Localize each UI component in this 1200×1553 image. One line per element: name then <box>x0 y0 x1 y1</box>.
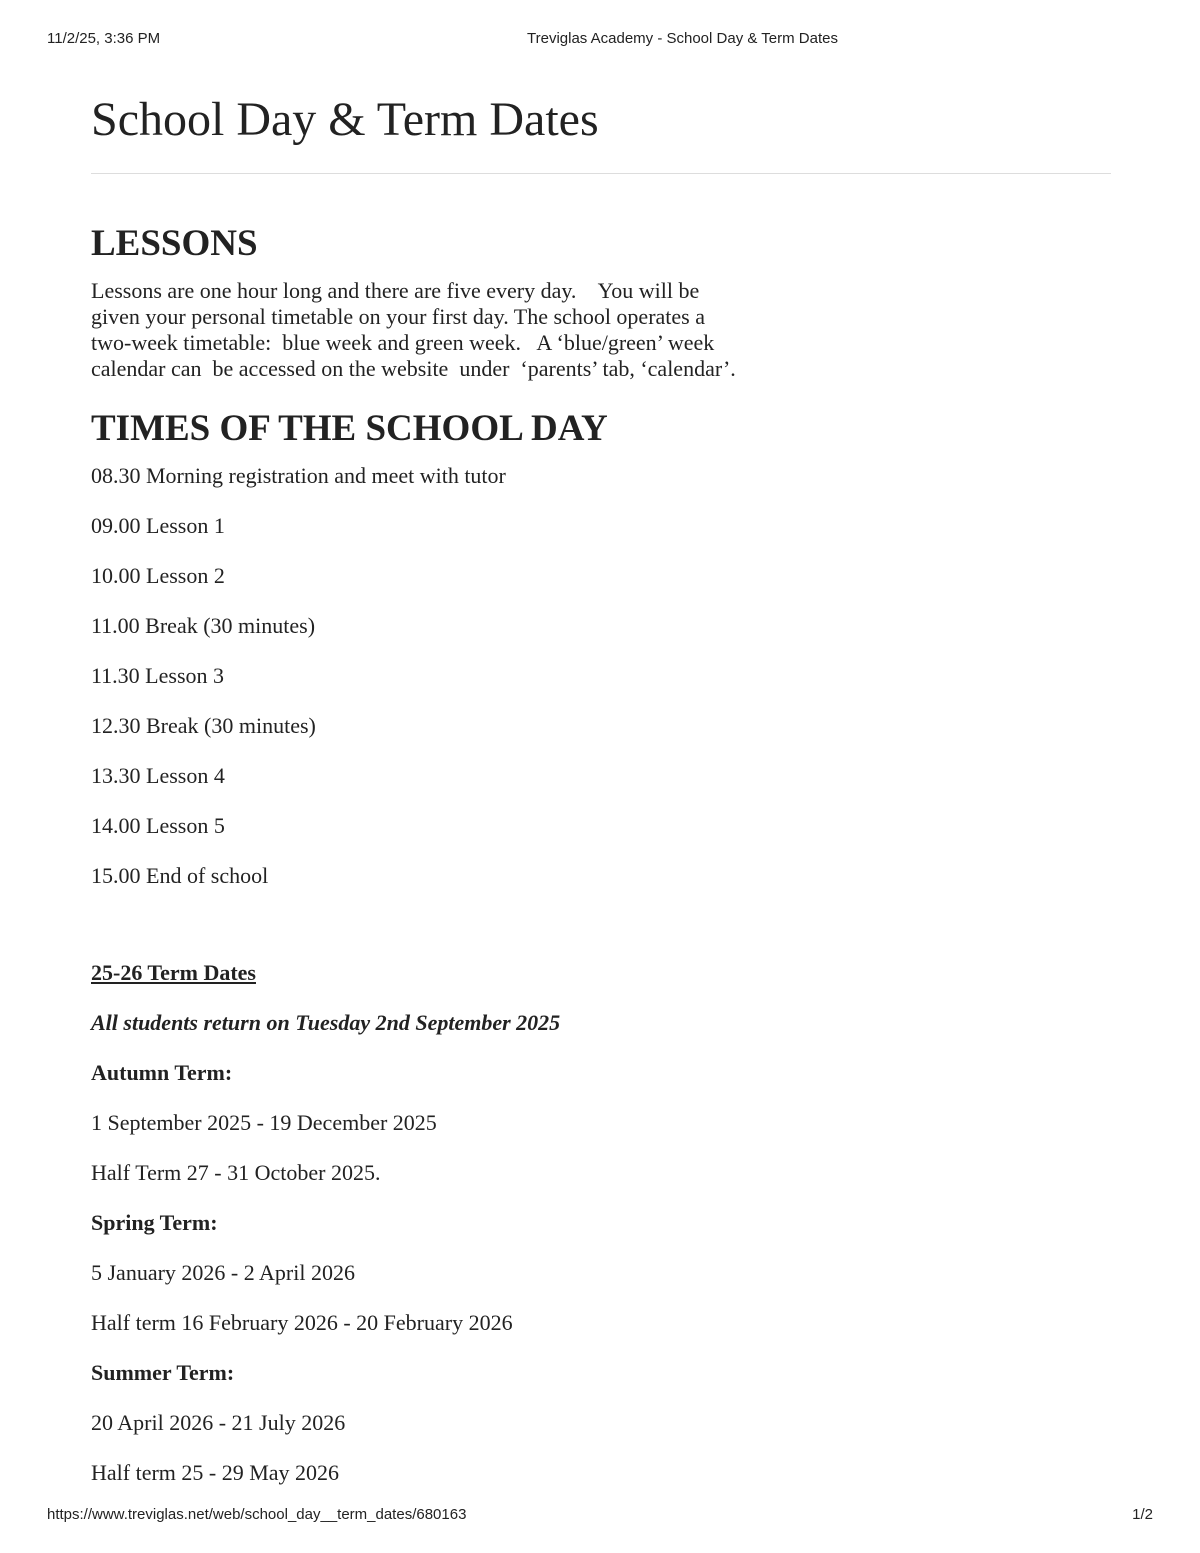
schedule-item: 10.00 Lesson 2 <box>91 563 225 588</box>
print-page-number: 1/2 <box>1132 1506 1153 1523</box>
title-divider <box>91 173 1111 174</box>
schedule-item: 08.30 Morning registration and meet with tutor <box>91 463 506 488</box>
print-page-title: Treviglas Academy - School Day & Term Dates <box>527 30 838 47</box>
print-footer <box>0 1506 1200 1526</box>
lessons-paragraph <box>91 278 791 382</box>
lessons-line: two-week timetable: blue week and green week. A ‘blue/green’ week <box>91 330 715 355</box>
spring-term-dates: 5 January 2026 - 2 April 2026 <box>91 1260 355 1285</box>
spring-half-term: Half term 16 February 2026 - 20 February 2026 <box>91 1310 513 1335</box>
schedule-item: 11.00 Break (30 minutes) <box>91 613 316 638</box>
lessons-heading: LESSONS <box>91 223 258 264</box>
schedule-item: 12.30 Break (30 minutes) <box>91 713 316 738</box>
autumn-half-term: Half Term 27 - 31 October 2025. <box>91 1160 381 1185</box>
times-heading: TIMES OF THE SCHOOL DAY <box>91 408 608 449</box>
summer-term-dates: 20 April 2026 - 21 July 2026 <box>91 1410 346 1435</box>
term-dates-heading: 25-26 Term Dates <box>91 960 256 985</box>
summer-half-term: Half term 25 - 29 May 2026 <box>91 1460 340 1485</box>
return-note: All students return on Tuesday 2nd September 2025 <box>91 1010 561 1035</box>
document-content <box>91 90 1111 1485</box>
lessons-line: Lessons are one hour long and there are five every day. You will be <box>91 278 700 303</box>
autumn-term-dates: 1 September 2025 - 19 December 2025 <box>91 1110 437 1135</box>
term-dates-section <box>91 959 560 1509</box>
print-datetime: 11/2/25, 3:36 PM <box>47 30 161 47</box>
lessons-line: calendar can be accessed on the website under ‘parents’ tab, ‘calendar’. <box>91 356 736 381</box>
page-title: School Day & Term Dates <box>91 93 599 146</box>
schedule-item: 13.30 Lesson 4 <box>91 763 225 788</box>
print-url: https://www.treviglas.net/web/school_day__term_dates/680163 <box>47 1506 467 1523</box>
autumn-term-label: Autumn Term: <box>91 1060 233 1085</box>
schedule-item: 14.00 Lesson 5 <box>91 813 225 838</box>
spring-term-label: Spring Term: <box>91 1210 218 1235</box>
summer-term-label: Summer Term: <box>91 1360 235 1385</box>
schedule-item: 15.00 End of school <box>91 863 269 888</box>
print-header <box>0 30 1200 50</box>
lessons-line: given your personal timetable on your first day. The school operates a <box>91 304 705 329</box>
schedule-item: 11.30 Lesson 3 <box>91 663 225 688</box>
school-day-schedule <box>91 462 506 912</box>
schedule-item: 09.00 Lesson 1 <box>91 513 225 538</box>
